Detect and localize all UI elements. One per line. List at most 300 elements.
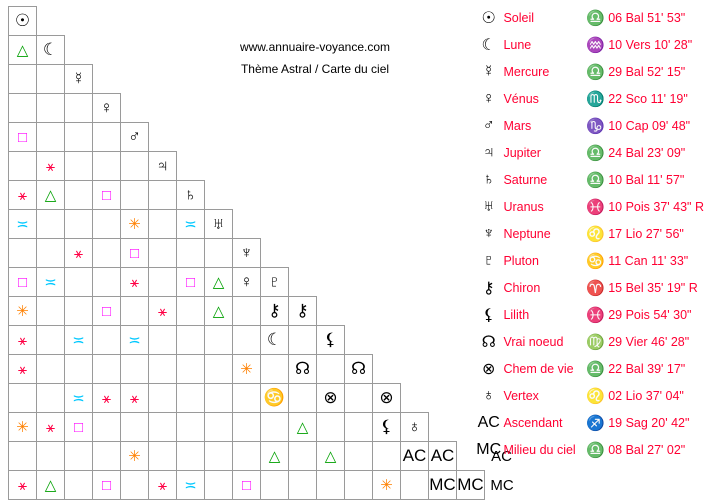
aspect-cell[interactable] [149,268,177,297]
aspect-cell[interactable] [93,384,121,413]
grid-spacer [345,326,373,355]
aspect-symbol: ⚹ [17,360,27,378]
aspect-cell[interactable] [289,413,317,442]
aspect-symbol: ⚹ [17,186,27,204]
aspect-symbol: ≍ [44,273,57,291]
planet-name: Uranus [503,199,544,214]
aspect-grid-row [9,326,520,355]
aspect-cell[interactable] [37,268,65,297]
aspect-grid-row [9,7,520,36]
grid-diagonal-planet[interactable] [401,413,429,442]
grid-spacer [261,94,289,123]
aspect-cell[interactable] [205,326,233,355]
grid-spacer [373,123,401,152]
aspect-cell[interactable] [373,442,401,471]
aspect-cell[interactable] [37,384,65,413]
aspect-cell[interactable] [9,239,37,268]
grid-row-label: MC [490,476,514,494]
aspect-grid-row [9,210,520,239]
aspect-cell[interactable] [9,297,37,326]
aspect-symbol: △ [212,302,225,320]
aspect-cell[interactable] [121,268,149,297]
grid-spacer [345,239,373,268]
aspect-cell[interactable] [149,384,177,413]
aspect-cell[interactable] [65,210,93,239]
aspect-symbol: ✳ [128,447,141,465]
aspect-cell[interactable] [149,442,177,471]
aspect-cell[interactable] [289,355,317,384]
grid-spacer [373,210,401,239]
aspect-cell[interactable] [93,297,121,326]
planet-positions-table [476,4,704,463]
planet-position-row [476,193,704,220]
aspect-symbol: △ [44,476,57,494]
planet-position-row [476,247,704,274]
aspect-cell[interactable] [9,471,37,500]
zodiac-sign-glyph: ♎ [586,9,605,27]
aspect-symbol: □ [17,128,28,146]
planet-name: Soleil [503,10,535,25]
aspect-cell[interactable] [93,471,121,500]
aspect-cell[interactable] [65,152,93,181]
planet-glyph: ♁ [408,417,421,436]
aspect-cell[interactable] [205,442,233,471]
planet-glyph: ♂ [482,116,495,134]
planet-glyph: MC [457,475,484,494]
aspect-grid-row [9,268,520,297]
planet-positions-panel [476,4,704,463]
grid-spacer [429,152,457,181]
grid-spacer [289,94,317,123]
planet-name: Vrai noeud [503,334,564,349]
grid-spacer [289,123,317,152]
aspect-cell[interactable] [289,442,317,471]
grid-diagonal-planet[interactable] [317,326,345,355]
grid-diagonal-planet[interactable] [429,442,457,471]
aspect-cell[interactable] [9,413,37,442]
aspect-cell[interactable] [401,442,429,471]
aspect-cell[interactable] [177,297,205,326]
grid-diagonal-planet[interactable] [37,36,65,65]
planet-glyph: ☿ [482,62,495,80]
aspect-cell[interactable] [121,413,149,442]
aspect-cell[interactable] [177,326,205,355]
aspect-cell[interactable] [93,210,121,239]
aspect-cell[interactable] [93,326,121,355]
zodiac-sign-glyph: ♑ [586,117,605,135]
grid-diagonal-planet[interactable] [149,152,177,181]
aspect-cell[interactable] [37,65,65,94]
aspect-cell[interactable] [121,326,149,355]
aspect-cell[interactable] [9,94,37,123]
grid-diagonal-planet[interactable] [261,268,289,297]
aspect-cell[interactable] [261,442,289,471]
planet-name: Lune [503,37,532,52]
aspect-cell[interactable] [93,442,121,471]
aspect-symbol: ⚹ [101,389,111,407]
aspect-cell[interactable] [233,413,261,442]
grid-spacer [65,36,93,65]
grid-spacer [345,152,373,181]
aspect-cell[interactable] [233,442,261,471]
aspect-cell[interactable] [121,210,149,239]
aspect-cell[interactable] [373,413,401,442]
planet-position-row [476,301,704,328]
aspect-cell[interactable] [205,239,233,268]
planet-position-value: 17 Lio 27' 56" [608,226,684,241]
grid-spacer [345,268,373,297]
aspect-cell[interactable] [9,36,37,65]
zodiac-sign-glyph: ♓ [586,306,605,324]
aspect-cell[interactable] [93,355,121,384]
grid-spacer [317,123,345,152]
grid-spacer [401,152,429,181]
aspect-cell[interactable] [205,384,233,413]
aspect-cell[interactable] [233,471,261,500]
aspect-cell[interactable] [177,384,205,413]
grid-spacer [177,152,205,181]
grid-diagonal-planet[interactable] [289,297,317,326]
zodiac-sign-glyph: ♐ [586,414,605,432]
planet-name: Chem de vie [503,361,574,376]
grid-spacer [429,239,457,268]
grid-row-label: AC [491,447,512,465]
grid-spacer [345,123,373,152]
aspect-cell[interactable] [93,152,121,181]
planet-position-value: 10 Pois 37' 43" R [608,199,704,214]
aspect-symbol: ⚹ [157,476,167,494]
chart-caption [185,40,445,76]
planet-glyph: ⊗ [482,360,496,378]
aspect-cell[interactable] [65,413,93,442]
aspect-symbol: ⚹ [73,244,83,262]
aspect-cell[interactable] [9,181,37,210]
planet-name: Pluton [503,253,539,268]
aspect-cell[interactable] [9,384,37,413]
aspect-cell[interactable] [9,355,37,384]
grid-diagonal-planet[interactable] [93,94,121,123]
planet-glyph: ⚷ [482,279,495,297]
aspect-cell[interactable] [205,471,233,500]
aspect-cell[interactable] [37,413,65,442]
planet-position-row [476,328,704,355]
aspect-cell[interactable] [37,210,65,239]
planet-glyph: ♀ [482,89,495,107]
planet-position-row [476,4,704,31]
grid-spacer [373,239,401,268]
grid-spacer [429,181,457,210]
planet-glyph: ♁ [482,386,495,404]
aspect-symbol: △ [296,418,309,436]
aspect-cell[interactable] [121,471,149,500]
planet-name: Lilith [503,307,530,322]
planet-glyph: ♃ [482,143,495,161]
grid-diagonal-planet[interactable] [177,181,205,210]
planet-glyph: MC [476,440,502,458]
aspect-cell[interactable] [37,152,65,181]
planet-position-value: 22 Sco 11' 19" [608,91,688,106]
aspect-symbol: ⚹ [129,273,139,291]
aspect-cell[interactable] [345,384,373,413]
grid-spacer [233,152,261,181]
aspect-cell[interactable] [121,239,149,268]
aspect-cell[interactable] [401,471,429,500]
planet-position-row [476,382,704,409]
grid-spacer [149,123,177,152]
aspect-cell[interactable] [65,471,93,500]
aspect-cell[interactable] [149,297,177,326]
aspect-symbol: □ [129,244,140,262]
aspect-symbol: ≍ [16,215,29,233]
aspect-cell[interactable] [121,152,149,181]
aspect-cell[interactable] [205,413,233,442]
aspect-cell[interactable] [9,326,37,355]
aspect-grid-row [9,442,520,471]
planet-name: Mercure [503,64,550,79]
aspect-cell[interactable] [121,442,149,471]
grid-spacer [317,181,345,210]
aspect-cell[interactable] [93,268,121,297]
zodiac-sign-glyph: ♓ [586,198,605,216]
aspect-cell[interactable] [373,471,401,500]
planet-position-row [476,274,704,301]
grid-spacer [373,94,401,123]
aspect-cell[interactable] [37,181,65,210]
aspect-cell[interactable] [429,471,457,500]
zodiac-sign-glyph: ♌ [586,225,605,243]
aspect-cell[interactable] [205,297,233,326]
aspect-cell[interactable] [177,239,205,268]
aspect-cell[interactable] [177,413,205,442]
planet-position-row [476,112,704,139]
planet-glyph: ♂ [128,127,141,146]
planet-glyph: ♀ [100,98,113,117]
grid-spacer [401,181,429,210]
aspect-cell[interactable] [121,181,149,210]
aspect-cell[interactable] [345,413,373,442]
aspect-cell[interactable] [149,239,177,268]
planet-name: Chiron [503,280,541,295]
aspect-cell[interactable] [149,210,177,239]
grid-spacer [289,268,317,297]
zodiac-sign-glyph: ♌ [586,387,605,405]
aspect-symbol: ⊗ [323,388,338,407]
aspect-cell[interactable] [149,413,177,442]
grid-spacer [177,7,205,36]
aspect-symbol: ⚹ [157,302,167,320]
aspect-cell[interactable] [289,471,317,500]
aspect-cell[interactable] [65,384,93,413]
aspect-cell[interactable] [37,94,65,123]
aspect-cell[interactable] [317,442,345,471]
aspect-cell[interactable] [261,355,289,384]
aspect-symbol: ♀ [240,272,253,291]
planet-position-value: 15 Bel 35' 19" R [608,280,698,295]
planet-position-value: 29 Pois 54' 30" [608,307,692,322]
planet-position-value: 08 Bal 27' 02" [608,442,686,457]
aspect-cell[interactable] [345,471,373,500]
aspect-cell[interactable] [9,123,37,152]
grid-spacer [401,239,429,268]
planet-position-value: 10 Vers 10' 28" [608,37,693,52]
planet-position-value: 10 Bal 11' 57" [608,172,685,187]
aspect-cell[interactable] [9,442,37,471]
aspect-cell[interactable] [121,355,149,384]
aspect-cell[interactable] [233,268,261,297]
grid-spacer [177,123,205,152]
grid-diagonal-planet[interactable] [457,471,485,500]
zodiac-sign-glyph: ♎ [586,144,605,162]
aspect-symbol: △ [324,447,337,465]
aspect-cell[interactable] [65,239,93,268]
aspect-cell[interactable] [261,297,289,326]
grid-spacer [373,268,401,297]
planet-name: Mars [503,118,532,133]
aspect-cell[interactable] [177,355,205,384]
aspect-cell[interactable] [37,326,65,355]
aspect-cell[interactable] [65,355,93,384]
planet-position-row [476,409,704,436]
aspect-cell[interactable] [9,210,37,239]
grid-spacer [345,210,373,239]
planet-glyph: ♇ [482,251,495,269]
aspect-grid-table [8,6,520,500]
aspect-cell[interactable] [121,384,149,413]
aspect-cell[interactable] [9,268,37,297]
aspect-cell[interactable] [261,413,289,442]
aspect-cell[interactable] [93,181,121,210]
aspect-cell[interactable] [177,268,205,297]
planet-position-value: 10 Cap 09' 48" [608,118,691,133]
aspect-cell[interactable] [177,210,205,239]
planet-glyph: ⚸ [482,306,495,324]
aspect-symbol: ✳ [128,215,141,233]
aspect-cell[interactable] [317,384,345,413]
aspect-grid-row [9,94,520,123]
grid-spacer [401,210,429,239]
aspect-cell[interactable] [65,94,93,123]
aspect-cell[interactable] [289,384,317,413]
aspect-cell[interactable] [233,297,261,326]
grid-diagonal-planet[interactable] [205,210,233,239]
aspect-cell[interactable] [65,181,93,210]
aspect-cell[interactable] [65,326,93,355]
planet-position-row [476,31,704,58]
grid-spacer [401,94,429,123]
grid-spacer [205,181,233,210]
aspect-cell[interactable] [37,297,65,326]
grid-spacer [401,7,429,36]
aspect-cell[interactable] [37,239,65,268]
grid-diagonal-planet[interactable] [345,355,373,384]
grid-diagonal-planet[interactable] [9,7,37,36]
aspect-cell[interactable] [149,326,177,355]
aspect-cell[interactable] [37,123,65,152]
aspect-cell[interactable] [177,442,205,471]
aspect-cell[interactable] [261,384,289,413]
planet-glyph: ♄ [184,185,197,204]
aspect-symbol: ⚷ [268,301,281,320]
aspect-cell[interactable] [93,239,121,268]
aspect-cell[interactable] [205,355,233,384]
grid-spacer [429,7,457,36]
aspect-cell[interactable] [65,123,93,152]
aspect-cell[interactable] [65,442,93,471]
planet-position-row [476,139,704,166]
aspect-cell[interactable] [93,123,121,152]
planet-glyph: ♇ [268,272,281,291]
grid-spacer [233,210,261,239]
grid-spacer [317,239,345,268]
grid-spacer [65,7,93,36]
aspect-cell[interactable] [317,413,345,442]
grid-diagonal-planet[interactable] [121,123,149,152]
aspect-cell[interactable] [177,471,205,500]
aspect-cell[interactable] [149,181,177,210]
aspect-cell[interactable] [149,355,177,384]
planet-glyph: ☊ [350,359,367,378]
grid-spacer [261,7,289,36]
grid-spacer [177,94,205,123]
zodiac-sign-glyph: ♋ [586,252,605,270]
aspect-cell[interactable] [37,355,65,384]
aspect-cell[interactable] [9,152,37,181]
aspect-symbol: ⚹ [17,476,27,494]
aspect-cell[interactable] [121,297,149,326]
grid-spacer [373,297,401,326]
aspect-cell[interactable] [317,471,345,500]
aspect-cell[interactable] [37,471,65,500]
grid-spacer [373,326,401,355]
aspect-symbol: □ [73,418,84,436]
aspect-cell[interactable] [345,442,373,471]
grid-spacer [261,239,289,268]
planet-glyph: AC [477,413,500,431]
aspect-cell[interactable] [233,355,261,384]
grid-spacer [401,326,429,355]
aspect-symbol: AC [402,446,427,465]
planet-glyph: ♅ [212,214,225,233]
grid-diagonal-planet[interactable] [233,239,261,268]
grid-diagonal-planet[interactable] [373,384,401,413]
aspect-symbol: △ [268,447,281,465]
grid-spacer [345,297,373,326]
aspect-cell[interactable] [233,326,261,355]
grid-diagonal-planet[interactable] [65,65,93,94]
aspect-grid [8,6,520,500]
zodiac-sign-glyph: ♍ [586,333,605,351]
grid-spacer [149,36,177,65]
aspect-cell[interactable] [261,326,289,355]
aspect-cell[interactable] [37,442,65,471]
grid-spacer [317,297,345,326]
aspect-cell[interactable] [9,65,37,94]
grid-spacer [289,181,317,210]
aspect-cell[interactable] [205,268,233,297]
grid-spacer [429,297,457,326]
aspect-cell[interactable] [93,413,121,442]
aspect-cell[interactable] [149,471,177,500]
zodiac-sign-glyph: ♎ [586,441,605,459]
grid-spacer [345,181,373,210]
aspect-cell[interactable] [65,268,93,297]
aspect-cell[interactable] [261,471,289,500]
planet-position-row [476,220,704,247]
aspect-cell[interactable] [233,384,261,413]
aspect-cell[interactable] [289,326,317,355]
aspect-cell[interactable] [65,297,93,326]
aspect-cell[interactable] [317,355,345,384]
